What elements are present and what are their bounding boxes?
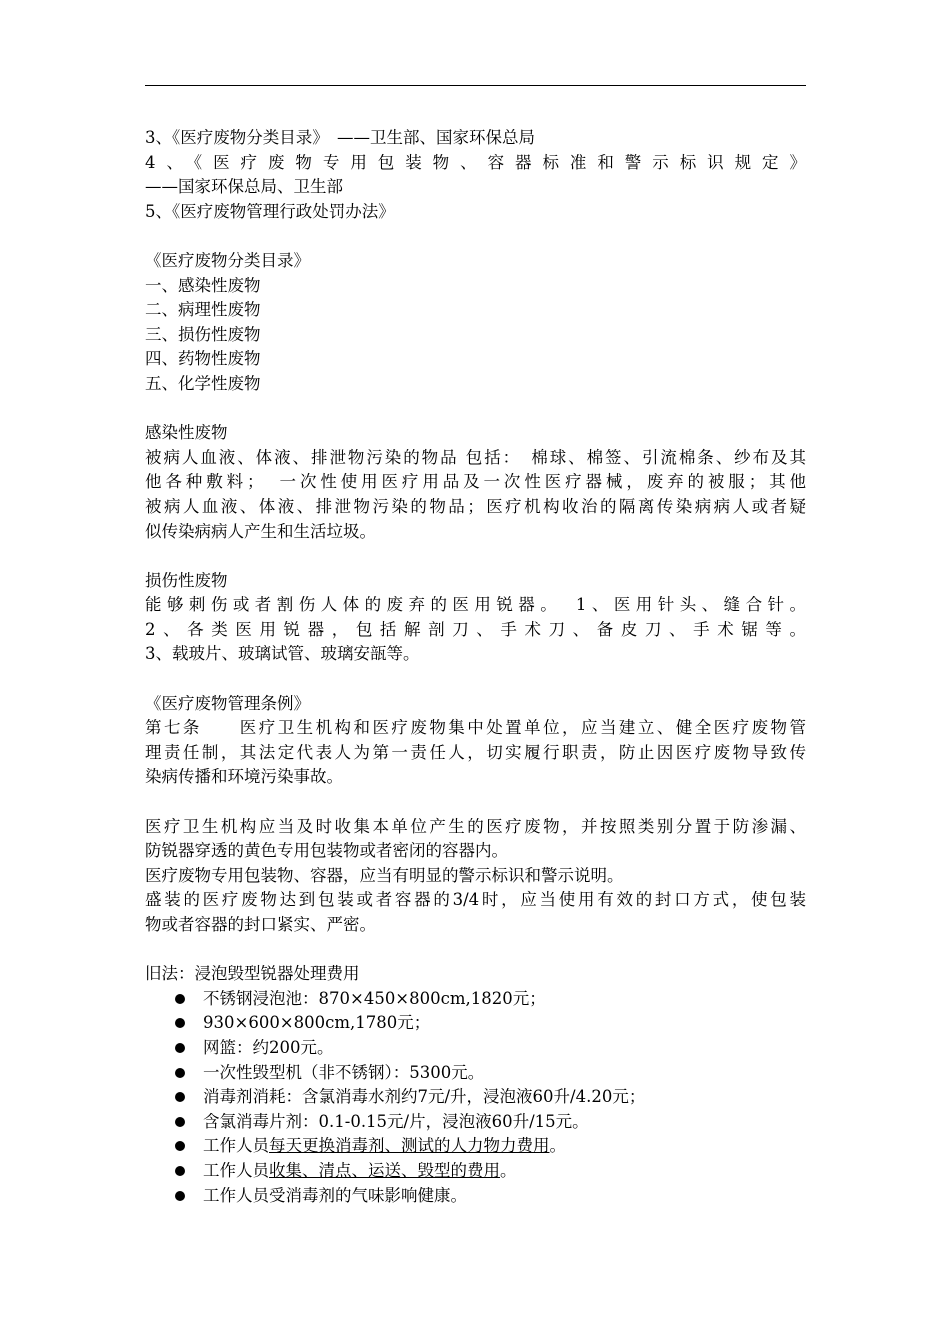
regulation-text: 医疗卫生机构应当及时收集本单位产生的医疗废物，并按照类别分置于防渗漏、 [145,816,806,836]
reg-item-5: 5、《医疗废物管理行政处罚办法》 [145,201,395,221]
document-body [145,126,806,1208]
list-item: 工作人员收集、清点、运送、毁型的费用。 [145,1159,806,1184]
list-item: 工作人员每天更换消毒剂、测试的人力物力费用。 [145,1134,806,1159]
infectious-title: 感染性废物 [145,423,228,443]
regulation-text: 医疗废物专用包装物、容器，应当有明显的警示标识和警示说明。 [145,865,624,885]
sharps-title: 损伤性废物 [145,570,228,590]
underlined-text: 收集、清点、运送、毁型的费用 [269,1160,500,1180]
infectious-text: 被病人血液、体液、排泄物污染的物品；医疗机构收治的隔离传染病病人或者疑 [145,496,806,516]
infectious-text: 他各种敷料； 一次性使用医疗用品及一次性医疗器械，废弃的被服；其他 [145,472,806,492]
catalog-item: 一、感染性废物 [145,275,261,295]
sharps-text: 能够刺伤或者割伤人体的废弃的医用锐器。 1、医用针头、缝合针。 [145,595,806,615]
regulation-text: 盛装的医疗废物达到包装或者容器的3/4时，应当使用有效的封口方式，使包装 [145,890,806,910]
catalog-item: 四、药物性废物 [145,349,261,369]
list-item: 消毒剂消耗：含氯消毒水剂约7元/升，浸泡液60升/4.20元； [145,1085,806,1110]
catalog-item: 二、病理性废物 [145,300,261,320]
reg-item-3: 3、《医疗废物分类目录》 ——卫生部、国家环保总局 [145,128,535,147]
bullet-icon [175,1141,185,1151]
regulation-text: 第七条 医疗卫生机构和医疗废物集中处置单位，应当建立、健全医疗废物管 [145,718,806,738]
bullet-icon [175,1068,185,1078]
catalog-item: 三、损伤性废物 [145,324,261,344]
bullet-icon [175,1043,185,1053]
catalog-title: 《医疗废物分类目录》 [145,250,310,270]
regulation-text: 物或者容器的封口紧实、严密。 [145,915,376,934]
header-rule [145,85,806,86]
regulation-text: 染病传播和环境污染事故。 [145,767,343,787]
regulation-text: 理责任制，其法定代表人为第一责任人，切实履行职责，防止因医疗废物导致传 [145,742,806,762]
list-item: 工作人员受消毒剂的气味影响健康。 [145,1184,806,1209]
infectious-text: 被病人血液、体液、排泄物污染的物品 包括： 棉球、棉签、引流棉条、纱布及其 [145,447,806,467]
list-item: 网篮：约200元。 [145,1036,806,1061]
list-item: 含氯消毒片剂：0.1-0.15元/片，浸泡液60升/15元。 [145,1110,806,1135]
bullet-icon [175,1092,185,1102]
cost-list [145,987,806,1208]
infectious-text: 似传染病病人产生和生活垃圾。 [145,521,376,541]
list-item: 一次性毁型机（非不锈钢）：5300元。 [145,1061,806,1086]
regulation-text: 防锐器穿透的黄色专用包装物或者密闭的容器内。 [145,841,508,861]
reg-item-4-source: ——国家环保总局、卫生部 [145,177,343,197]
list-item: 不锈钢浸泡池：870×450×800cm,1820元； [145,987,806,1012]
bullet-icon [175,1117,185,1127]
list-item: 930×600×800cm,1780元； [145,1011,806,1036]
regulation-title: 《医疗废物管理条例》 [145,693,310,713]
catalog-item: 五、化学性废物 [145,373,261,393]
bullet-icon [175,994,185,1004]
bullet-icon [175,1166,185,1176]
reg-item-4: 4、《医疗废物专用包装物、容器标准和警示标识规定》 [145,152,806,172]
bullet-icon [175,1191,185,1201]
sharps-text: 3、载玻片、玻璃试管、玻璃安瓿等。 [145,644,420,664]
old-method-title: 旧法：浸泡毁型锐器处理费用 [145,964,360,984]
underlined-text: 每天更换消毒剂、测试的人力物力费用 [269,1136,550,1156]
bullet-icon [175,1018,185,1028]
sharps-text: 2、各类医用锐器，包括解剖刀、手术刀、备皮刀、手术锯等。 [145,619,806,639]
